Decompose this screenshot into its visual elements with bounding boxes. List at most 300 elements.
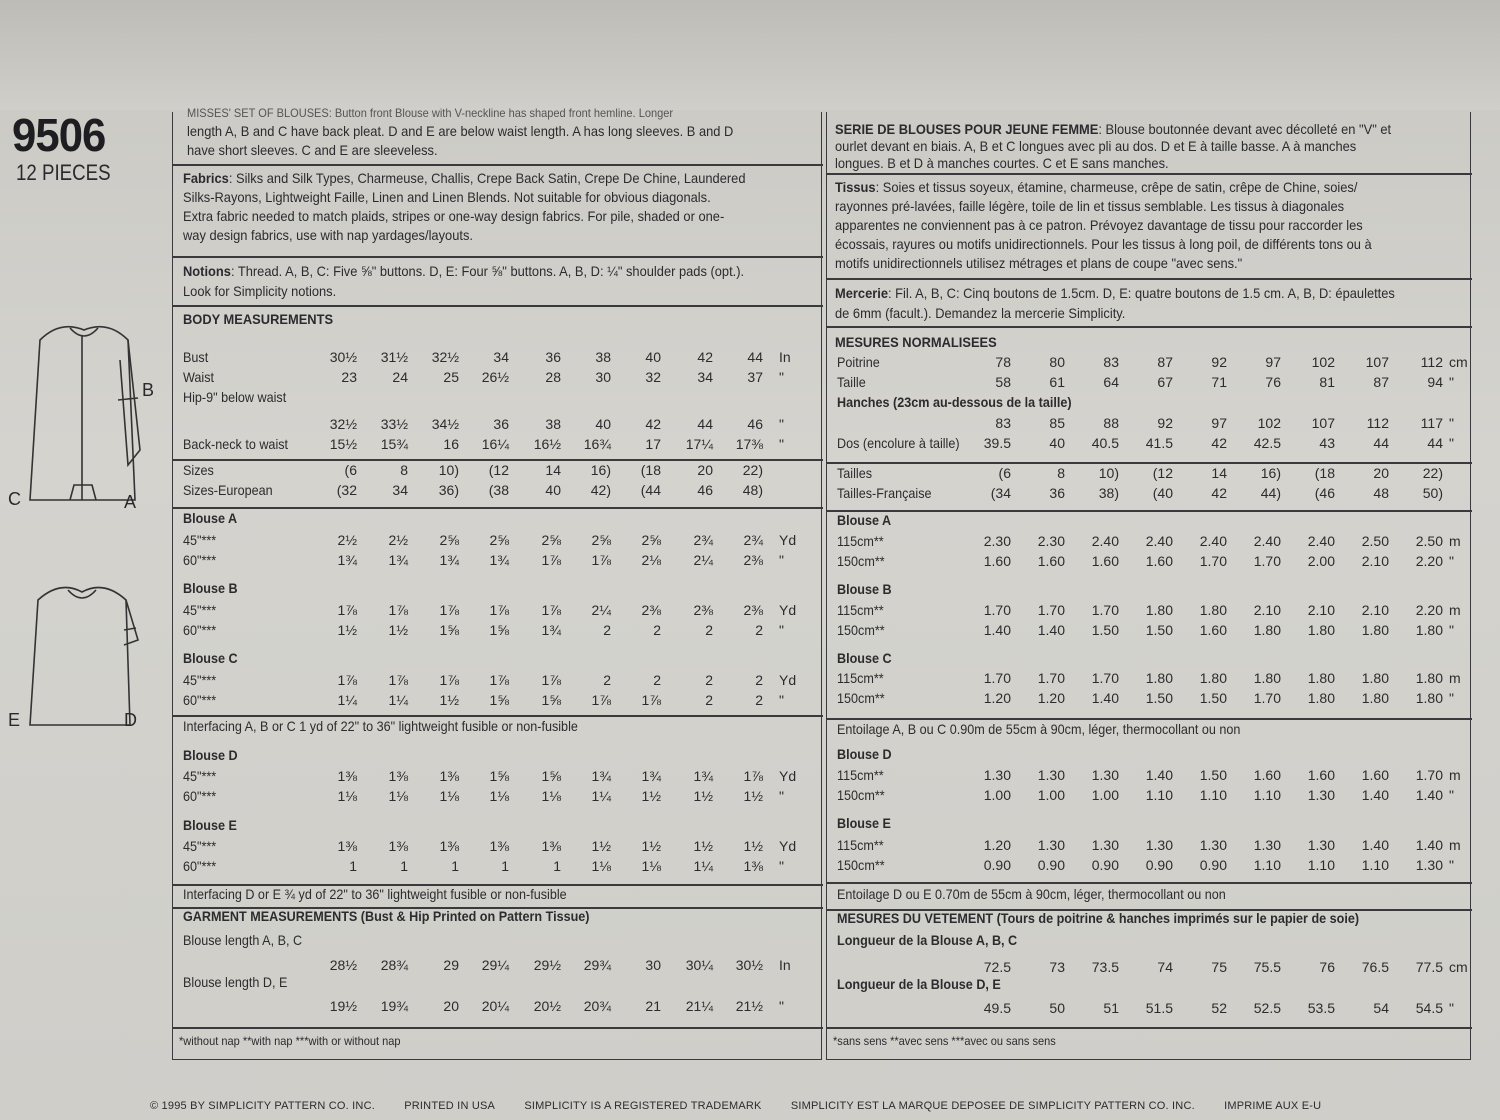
en-measurement-row: [183, 482, 813, 502]
fr-size-value: 1.30: [1199, 837, 1227, 853]
en-size-value: 28¾: [380, 957, 408, 973]
blouse-de-drawing: [30, 588, 138, 726]
en-intro-line-0: MISSES' SET OF BLOUSES: Button front Blouse with V-neckline has shaped front hemline. Longer: [187, 106, 674, 120]
fr-section-divider: [827, 718, 1472, 720]
en-size-value: 34: [697, 369, 713, 385]
en-size-value: 20½: [533, 998, 561, 1014]
fr-size-value: 77.5: [1415, 959, 1443, 975]
fr-measurement-row: [837, 815, 1462, 835]
en-size-value: 15¾: [380, 436, 408, 452]
en-size-value: 2: [653, 672, 661, 688]
fr-size-value: 1.40: [1037, 622, 1065, 638]
en-size-value: 1¼: [693, 858, 713, 874]
fr-row-label: Entoilage A, B ou C 0.90m de 55cm à 90cm, léger, thermocollant ou non: [837, 721, 1241, 737]
fr-size-value: 107: [1365, 354, 1389, 370]
fr-row-label: Taille: [837, 374, 866, 390]
en-size-value: 1⅜: [337, 768, 357, 784]
en-row-label: 45"***: [183, 602, 217, 618]
fr-measurement-row: [837, 354, 1468, 374]
fr-size-value: 1.80: [1307, 690, 1335, 706]
fr-size-value: 1.40: [1091, 690, 1119, 706]
fr-row-label: 115cm**: [837, 602, 884, 618]
fr-size-value: 1.80: [1199, 670, 1227, 686]
fr-measurement-row: [837, 602, 1462, 622]
fr-measurement-row: [837, 787, 1462, 807]
fr-measurement-row: [837, 767, 1462, 787]
fr-size-value: 1.80: [1253, 670, 1281, 686]
trademark-fr-text: SIMPLICITY EST LA MARQUE DEPOSEE DE SIMPLICITY PATTERN CO. INC.: [790, 1100, 1195, 1112]
en-size-value: 1⅜: [489, 838, 509, 854]
en-size-value: 28: [545, 369, 561, 385]
en-size-value: 1¾: [641, 768, 661, 784]
fr-row-label: Blouse D: [837, 746, 892, 762]
en-size-value: 2: [653, 622, 661, 638]
en-size-value: 37: [747, 369, 763, 385]
fr-size-value: 49.5: [983, 1000, 1011, 1016]
fr-size-value: 22): [1422, 465, 1443, 481]
en-size-value: 34: [493, 349, 509, 365]
fr-size-value: 1.80: [1253, 622, 1281, 638]
fr-size-value: 71: [1211, 374, 1227, 390]
en-size-value: 46: [697, 482, 713, 498]
fr-unit: ": [1449, 622, 1454, 638]
fr-unit: ": [1449, 787, 1454, 803]
fr-size-value: 42: [1211, 485, 1227, 501]
en-size-value: 34: [392, 482, 408, 498]
en-size-value: 2⅜: [743, 602, 763, 618]
en-row-label: Interfacing D or E ¾ yd of 22" to 36" lightweight fusible or non-fusible: [183, 886, 567, 902]
en-row-label: 60"***: [183, 692, 217, 708]
en-measurement-row: [183, 369, 813, 389]
en-unit: Yd: [779, 672, 797, 688]
fr-size-value: 1.30: [1037, 837, 1065, 853]
en-size-value: 1⅛: [591, 858, 611, 874]
fr-size-value: 87: [1373, 374, 1389, 390]
fr-size-value: 40: [1049, 435, 1065, 451]
fr-size-value: 76.5: [1361, 959, 1389, 975]
fr-size-value: 39.5: [983, 435, 1011, 451]
en-unit: ": [779, 416, 784, 432]
fr-size-value: 1.00: [1037, 787, 1065, 803]
fr-tissus-line-5: motifs unidirectionnels utilisez métrages et plans de coupe "avec sens.": [835, 255, 1243, 271]
en-size-value: 1⅞: [541, 602, 561, 618]
en-size-value: 36: [493, 416, 509, 432]
en-size-value: 1⅞: [743, 768, 763, 784]
en-size-value: 16: [443, 436, 459, 452]
fr-row-label: Blouse C: [837, 650, 892, 666]
en-measurement-row: [183, 998, 813, 1018]
fr-row-label: 150cm**: [837, 787, 885, 803]
en-row-label: Blouse A: [183, 510, 238, 526]
fr-tissus-line-4: écossais, rayures ou motifs unidirectionnels. Pour les tissus à long poil, de différents tons ou à: [835, 236, 1372, 252]
fr-unit: m: [1449, 533, 1461, 549]
fr-intro-line-2: ourlet devant en biais. A, B et C longues avec pli au dos. D et E à taille basse. A à manches: [835, 138, 1357, 154]
en-size-value: 2⅝: [641, 532, 661, 548]
en-size-value: 1⅞: [489, 602, 509, 618]
en-size-value: 1⅝: [489, 768, 509, 784]
fr-size-value: 1.80: [1307, 622, 1335, 638]
en-size-value: 29: [443, 957, 459, 973]
en-row-label: 45"***: [183, 768, 217, 784]
en-size-value: 32: [645, 369, 661, 385]
fr-size-value: 76: [1319, 959, 1335, 975]
en-size-value: 14: [545, 462, 561, 478]
fr-unit: ": [1449, 553, 1454, 569]
en-size-value: 1⅝: [541, 692, 561, 708]
fr-size-value: 75.5: [1253, 959, 1281, 975]
en-size-value: 1⅞: [388, 602, 408, 618]
fr-size-value: 2.40: [1307, 533, 1335, 549]
en-notions-line-1: Notions: Thread. A, B, C: Five ⅝" buttons. D, E: Four ⅝" buttons. A, B, D: ¼" shoulder pads (opt.).: [183, 263, 745, 279]
fr-row-label: 115cm**: [837, 670, 884, 686]
en-size-value: 1: [501, 858, 509, 874]
fr-size-value: 14: [1211, 465, 1227, 481]
en-unit: ": [779, 692, 784, 708]
en-size-value: 23: [341, 369, 357, 385]
fr-size-value: 112: [1420, 354, 1443, 370]
fr-footnote: *sans sens **avec sens ***avec ou sans sens: [833, 1034, 1056, 1048]
en-unit: Yd: [779, 602, 797, 618]
fr-size-value: 1.40: [983, 622, 1011, 638]
en-row-label: Blouse E: [183, 817, 237, 833]
fr-intro-line-1: SERIE DE BLOUSES POUR JEUNE FEMME: Blouse boutonnée devant avec décolleté en "V" et: [835, 121, 1392, 137]
en-size-value: 1¾: [439, 552, 459, 568]
fr-size-value: 51: [1103, 1000, 1119, 1016]
en-size-value: 1⅜: [743, 858, 763, 874]
fr-size-value: 64: [1103, 374, 1119, 390]
fr-size-value: 1.30: [1253, 837, 1281, 853]
fr-size-value: 1.80: [1307, 670, 1335, 686]
fr-size-value: 2.50: [1361, 533, 1389, 549]
fr-row-label: 150cm**: [837, 553, 885, 569]
fr-size-value: 41.5: [1145, 435, 1173, 451]
en-size-value: 2⅜: [743, 552, 763, 568]
en-size-value: 1⅞: [591, 552, 611, 568]
fr-size-value: 1.40: [1145, 767, 1173, 783]
en-size-value: 1¾: [489, 552, 509, 568]
fr-unit: ": [1449, 435, 1454, 451]
en-measurement-row: [183, 908, 813, 928]
view-b-label: B: [142, 380, 155, 400]
en-size-value: (6: [344, 462, 357, 478]
fr-row-label: 115cm**: [837, 837, 884, 853]
fr-size-value: 52.5: [1253, 1000, 1281, 1016]
en-size-value: 2⅜: [641, 602, 661, 618]
fr-size-value: 78: [995, 354, 1011, 370]
fr-divider: [827, 173, 1472, 175]
en-size-value: 1½: [388, 622, 408, 638]
fr-size-value: 1.70: [983, 670, 1011, 686]
en-unit: ": [779, 436, 784, 452]
en-size-value: 36): [438, 482, 459, 498]
fr-size-value: 73: [1049, 959, 1065, 975]
en-section-divider: [173, 507, 823, 509]
en-size-value: 1⅜: [541, 838, 561, 854]
fr-size-value: 2.10: [1253, 602, 1281, 618]
en-size-value: 1⅛: [641, 858, 661, 874]
en-row-label: 60"***: [183, 622, 217, 638]
pieces-count: 12 PIECES: [16, 160, 111, 185]
en-size-value: 1⅛: [541, 788, 561, 804]
en-size-value: 1: [451, 858, 459, 874]
fr-size-value: 2.10: [1361, 553, 1389, 569]
en-unit: ": [779, 858, 784, 874]
fr-size-value: 1.70: [983, 602, 1011, 618]
en-size-value: 21: [645, 998, 661, 1014]
fr-row-label: Dos (encolure à taille): [837, 435, 960, 451]
en-row-label: 45"***: [183, 672, 217, 688]
fr-mercerie-line-1: Mercerie: Fil. A, B, C: Cinq boutons de 1.5cm. D, E: quatre boutons de 1.5 cm. A, B, D: épaulettes: [835, 285, 1395, 301]
fr-row-label: Entoilage D ou E 0.70m de 55cm à 90cm, léger, thermocollant ou non: [837, 886, 1226, 902]
english-measurement-panel: [172, 106, 822, 1060]
fr-size-value: 51.5: [1145, 1000, 1173, 1016]
fr-size-value: 1.40: [1361, 787, 1389, 803]
fr-size-value: 87: [1157, 354, 1173, 370]
en-measurement-row: [183, 580, 813, 600]
fr-size-value: 1.30: [1091, 767, 1119, 783]
fr-size-value: 1.30: [1307, 787, 1335, 803]
copyright-text: © 1995 BY SIMPLICITY PATTERN CO. INC.: [150, 1100, 375, 1112]
fr-size-value: 1.60: [983, 553, 1011, 569]
fr-size-value: 50: [1049, 1000, 1065, 1016]
en-unit: ": [779, 622, 784, 638]
fr-measurement-row: [837, 435, 1462, 455]
en-size-value: 1½: [591, 838, 611, 854]
en-size-value: 1⅝: [489, 622, 509, 638]
en-measurement-row: [183, 747, 813, 767]
en-size-value: 17¼: [685, 436, 713, 452]
fr-size-value: 42: [1211, 435, 1227, 451]
en-row-label: Sizes: [183, 462, 214, 478]
en-measurement-row: [183, 886, 813, 906]
en-row-label: 60"***: [183, 858, 217, 874]
en-measurement-row: [183, 768, 813, 788]
en-intro-line-2: have short sleeves. C and E are sleeveless.: [187, 142, 438, 158]
fr-unit: ": [1449, 415, 1454, 431]
fr-row-label: Longueur de la Blouse D, E: [837, 976, 1001, 992]
en-divider: [173, 164, 823, 166]
fr-size-value: 0.90: [1037, 857, 1065, 873]
en-size-value: 1½: [743, 788, 763, 804]
printed-text: PRINTED IN USA: [404, 1100, 496, 1112]
en-size-value: 1⅞: [541, 552, 561, 568]
fr-size-value: 92: [1157, 415, 1173, 431]
en-fabrics-line-4: way design fabrics, use with nap yardages/layouts.: [183, 227, 473, 243]
fr-size-value: 2.30: [983, 533, 1011, 549]
en-size-value: 38: [545, 416, 561, 432]
en-size-value: 2: [705, 672, 713, 688]
en-size-value: 1⅝: [489, 692, 509, 708]
en-size-value: (18: [640, 462, 661, 478]
en-row-label: 60"***: [183, 788, 217, 804]
en-size-value: 1⅛: [337, 788, 357, 804]
en-measurement-row: [183, 436, 813, 456]
en-row-label: Interfacing A, B or C 1 yd of 22" to 36" lightweight fusible or non-fusible: [183, 718, 578, 734]
en-size-value: 1¼: [337, 692, 357, 708]
fr-measurement-row: [837, 721, 1462, 741]
en-size-value: 20¾: [583, 998, 611, 1014]
en-size-value: 2½: [388, 532, 408, 548]
en-size-value: 26½: [481, 369, 509, 385]
en-size-value: 2⅝: [439, 532, 459, 548]
en-size-value: 30¼: [685, 957, 713, 973]
fr-size-value: 1.50: [1199, 690, 1227, 706]
fr-size-value: 1.80: [1415, 690, 1443, 706]
en-fabrics-line-2: Silks-Rayons, Lightweight Faille, Linen and Linen Blends. Not suitable for obvious diagonals.: [183, 189, 711, 205]
en-row-label: 45"***: [183, 532, 217, 548]
fr-size-value: 40.5: [1091, 435, 1119, 451]
en-unit: ": [779, 998, 784, 1014]
fr-size-value: 10): [1098, 465, 1119, 481]
en-size-value: 1⅜: [388, 768, 408, 784]
en-row-label: Blouse C: [183, 650, 238, 666]
en-fabrics-line-3: Extra fabric needed to match plaids, stripes or one-way design fabrics. For pile, shaded or one-: [183, 208, 725, 224]
en-size-value: (32: [336, 482, 357, 498]
en-size-value: 1½: [641, 788, 661, 804]
en-measurement-row: [183, 532, 813, 552]
en-size-value: 29½: [533, 957, 561, 973]
fr-unit: ": [1449, 374, 1454, 390]
fr-size-value: 8: [1057, 465, 1065, 481]
fr-size-value: 1.10: [1307, 857, 1335, 873]
fr-row-label: Blouse B: [837, 581, 892, 597]
en-measurement-row: [183, 389, 813, 409]
en-size-value: 2: [603, 622, 611, 638]
en-size-value: 10): [438, 462, 459, 478]
fr-size-value: 1.50: [1199, 767, 1227, 783]
en-size-value: 1⅞: [388, 672, 408, 688]
fr-size-value: 16): [1260, 465, 1281, 481]
fr-size-value: 1.60: [1307, 767, 1335, 783]
fr-size-value: 54: [1373, 1000, 1389, 1016]
en-size-value: 1⅜: [337, 838, 357, 854]
fr-size-value: 2.00: [1307, 553, 1335, 569]
fr-size-value: 1.20: [983, 837, 1011, 853]
fr-size-value: 44): [1260, 485, 1281, 501]
en-size-value: 1½: [743, 838, 763, 854]
en-size-value: 32½: [329, 416, 357, 432]
en-size-value: 2: [755, 692, 763, 708]
blouse-line-art: [0, 300, 170, 750]
fr-size-value: 81: [1319, 374, 1335, 390]
fr-size-value: 54.5: [1415, 1000, 1443, 1016]
fr-measurement-row: [837, 553, 1462, 573]
fr-row-label: 150cm**: [837, 857, 885, 873]
fr-size-value: 1.70: [1415, 767, 1443, 783]
fr-measurement-row: [837, 932, 1462, 952]
fr-size-value: 1.60: [1253, 767, 1281, 783]
fr-size-value: 61: [1049, 374, 1065, 390]
en-size-value: 2: [755, 622, 763, 638]
en-row-label: 60"***: [183, 552, 217, 568]
fr-size-value: 44: [1427, 435, 1443, 451]
fr-unit: ": [1449, 1000, 1454, 1016]
en-row-label: Hip-9" below waist: [183, 389, 287, 405]
fr-measurement-row: [837, 581, 1462, 601]
trademark-text: SIMPLICITY IS A REGISTERED TRADEMARK: [524, 1100, 762, 1112]
en-measurement-row: [183, 692, 813, 712]
en-size-value: 16½: [533, 436, 561, 452]
en-size-value: 16¼: [481, 436, 509, 452]
fr-size-value: 1.50: [1145, 690, 1173, 706]
en-size-value: 1¾: [337, 552, 357, 568]
en-size-value: 21¼: [685, 998, 713, 1014]
fr-size-value: 0.90: [983, 857, 1011, 873]
en-row-label: Blouse length A, B, C: [183, 932, 303, 948]
fr-size-value: 1.60: [1091, 553, 1119, 569]
en-size-value: 30½: [329, 349, 357, 365]
fr-size-value: 2.10: [1361, 602, 1389, 618]
fr-size-value: 1.80: [1361, 690, 1389, 706]
fr-size-value: 112: [1366, 415, 1389, 431]
en-size-value: 38: [595, 349, 611, 365]
fr-size-value: 1.80: [1415, 670, 1443, 686]
en-size-value: 20: [697, 462, 713, 478]
en-body-measurements-title: BODY MEASUREMENTS: [183, 311, 334, 327]
en-row-label: Blouse B: [183, 580, 238, 596]
en-unit: Yd: [779, 838, 797, 854]
en-row-label: Back-neck to waist: [183, 436, 289, 452]
fr-size-value: 2.30: [1037, 533, 1065, 549]
en-size-value: (12: [488, 462, 509, 478]
en-size-value: 15½: [329, 436, 357, 452]
en-size-value: 32½: [431, 349, 459, 365]
fr-measurement-row: [837, 857, 1462, 877]
en-size-value: 1⅞: [337, 602, 357, 618]
en-size-value: 44: [747, 349, 763, 365]
en-size-value: 1⅞: [591, 692, 611, 708]
fr-row-label: Longueur de la Blouse A, B, C: [837, 932, 1018, 948]
en-measurement-row: [183, 932, 813, 952]
en-size-value: 28½: [329, 957, 357, 973]
en-size-value: 34½: [431, 416, 459, 432]
en-divider: [173, 305, 823, 307]
fr-size-value: 107: [1311, 415, 1335, 431]
en-size-value: 1⅝: [439, 622, 459, 638]
fr-divider: [827, 326, 1472, 328]
fr-tissus-line-3: apparentes ne conviennent pas à ce patron. Prévoyez davantage de tissu pour raccorder les: [835, 217, 1363, 233]
fr-size-value: 102: [1311, 354, 1335, 370]
en-section-divider: [173, 1027, 823, 1029]
fr-measurement-row: [837, 910, 1462, 930]
fr-size-value: 48: [1373, 485, 1389, 501]
en-notions-line-2: Look for Simplicity notions.: [183, 283, 337, 299]
en-size-value: 1⅞: [489, 672, 509, 688]
fr-size-value: 43: [1319, 435, 1335, 451]
en-size-value: 19¾: [380, 998, 408, 1014]
en-row-label: GARMENT MEASUREMENTS (Bust & Hip Printed on Pattern Tissue): [183, 908, 590, 924]
fr-size-value: 1.70: [1253, 553, 1281, 569]
en-size-value: 2: [705, 622, 713, 638]
fr-size-value: 1.60: [1199, 622, 1227, 638]
fr-size-value: 1.70: [1199, 553, 1227, 569]
en-size-value: 20: [443, 998, 459, 1014]
fr-size-value: (6: [998, 465, 1011, 481]
fr-size-value: 42.5: [1253, 435, 1281, 451]
en-measurement-row: [183, 718, 813, 738]
en-unit: Yd: [779, 768, 797, 784]
en-measurement-row: [183, 552, 813, 572]
fr-row-label: Poitrine: [837, 354, 880, 370]
fr-size-value: 53.5: [1307, 1000, 1335, 1016]
fr-measurement-row: [837, 465, 1462, 485]
en-unit: ": [779, 369, 784, 385]
fr-size-value: 2.40: [1199, 533, 1227, 549]
fr-size-value: 0.90: [1199, 857, 1227, 873]
en-size-value: 42: [697, 349, 713, 365]
en-size-value: 2⅝: [591, 532, 611, 548]
en-size-value: 40: [545, 482, 561, 498]
